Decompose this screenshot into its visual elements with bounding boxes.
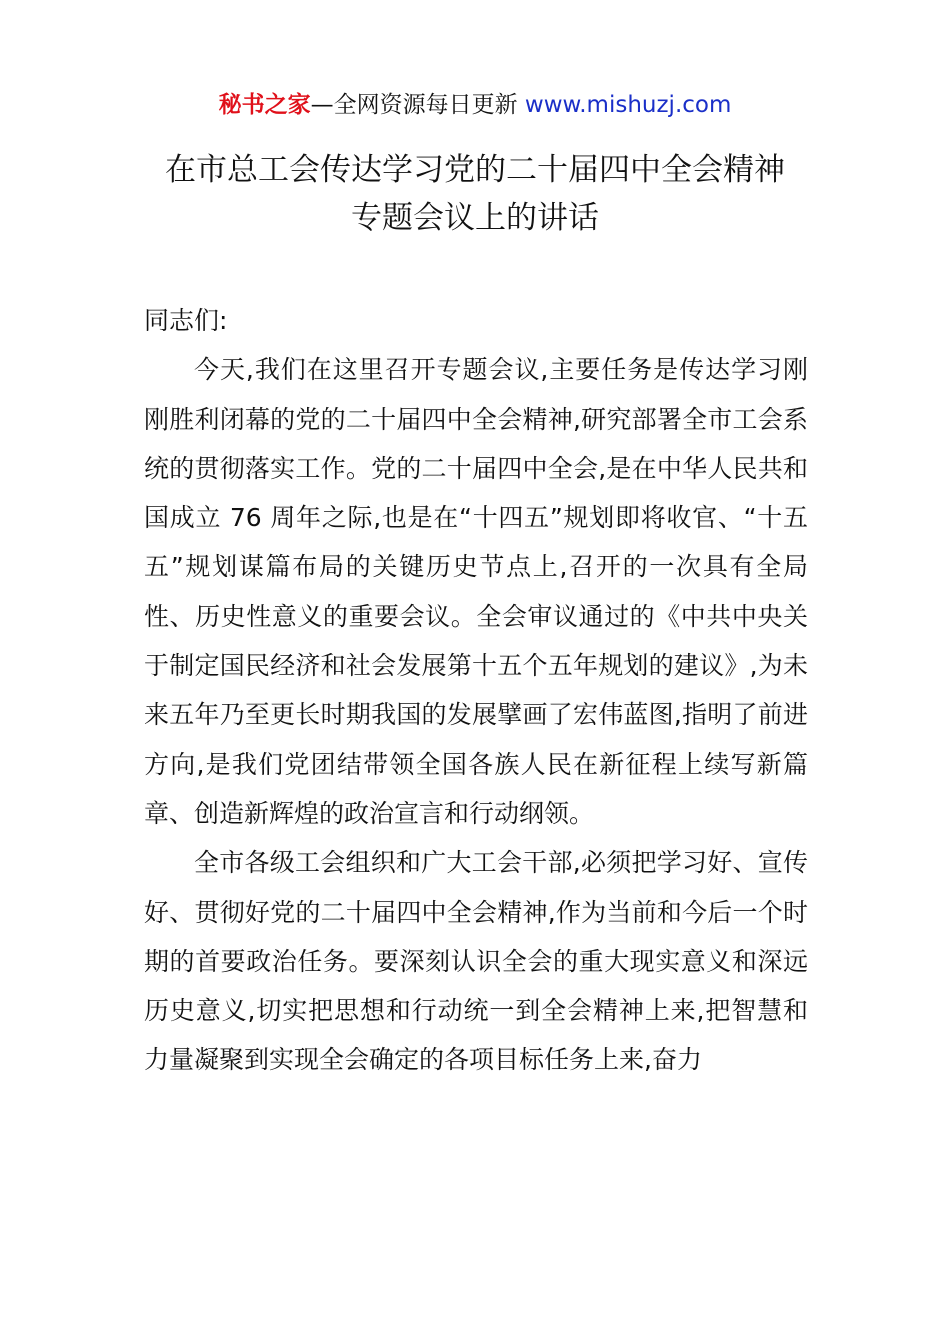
website-link[interactable]: www.mishuzj.com: [524, 92, 732, 118]
header-banner: [0, 88, 950, 122]
banner-tagline: —全网资源每日更新: [310, 92, 525, 118]
title-line-2: 专题会议上的讲话: [351, 200, 599, 236]
paragraph-2: 全市各级工会组织和广大工会干部,必须把学习好、宣传好、贯彻好党的二十届四中全会精神,作为当前和今后一个时期的首要政治任务。要深刻认识全会的重大现实意义和深远历史意义,切实把思想和行动统一到全会精神上来,把智慧和力量凝聚到实现全会确定的各项目标任务上来,奋力: [144, 848, 808, 1075]
salutation: 同志们:: [144, 306, 228, 335]
title-line-1: 在市总工会传达学习党的二十届四中全会精神: [165, 152, 785, 188]
paragraph-1: 今天,我们在这里召开专题会议,主要任务是传达学习刚刚胜利闭幕的党的二十届四中全会精神,研究部署全市工会系统的贯彻落实工作。党的二十届四中全会,是在中华人民共和国成立 76 周年之际,也是在“十四五”规划即将收官、“十五五”规划谋篇布局的关键历史节点上,召开的一次具有全局性、历史性意义的重要会议。全会审议通过的《中共中央关于制定国民经济和社会发展第十五个五年规划的建议》,为未来五年乃至更长时期我国的发展擘画了宏伟蓝图,指明了前进方向,是我们党团结带领全国各族人民在新征程上续写新篇章、创造新辉煌的政治宣言和行动纲领。: [144, 355, 808, 828]
document-title: [0, 146, 950, 242]
brand-name: 秘书之家: [218, 92, 311, 118]
document-body: [144, 296, 808, 1085]
